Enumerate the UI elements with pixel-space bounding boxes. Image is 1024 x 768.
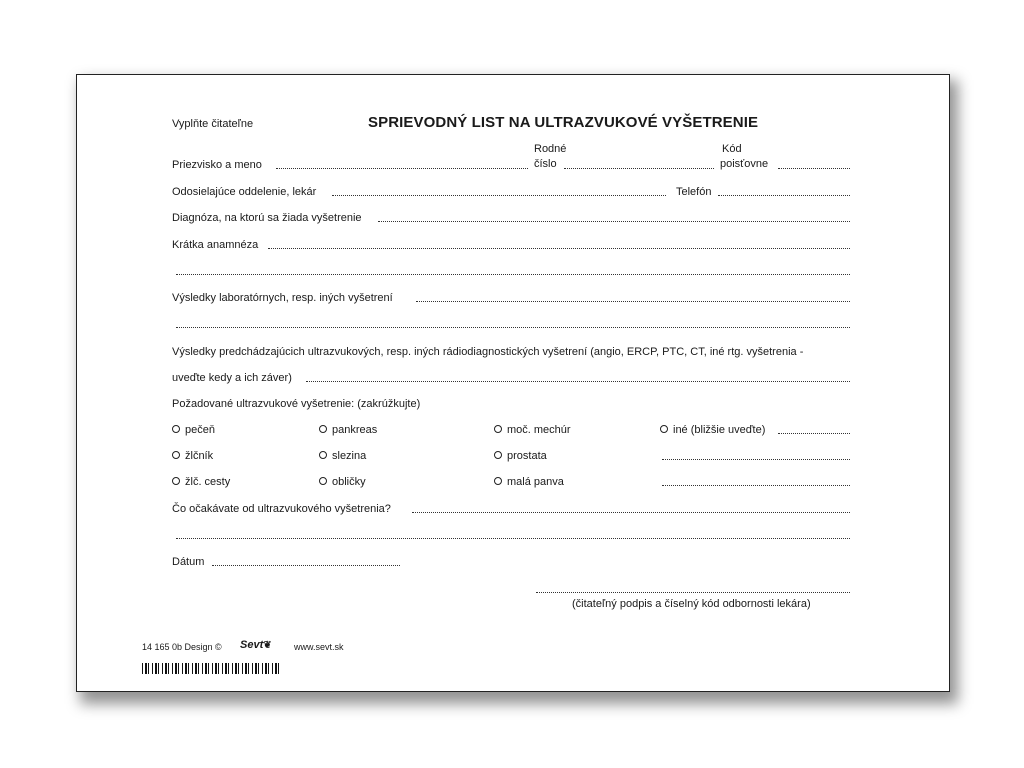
prev-results-label-2: uveďte kedy a ich záver) [172,372,292,384]
option-slezina[interactable]: slezina [319,449,366,463]
circle-icon [172,425,180,433]
name-label: Priezvisko a meno [172,159,262,171]
name-field[interactable] [276,168,528,169]
lab-results-field[interactable] [416,301,850,302]
option-moc-mechur[interactable]: moč. mechúr [494,423,571,437]
option-zlc-cesty[interactable]: žlč. cesty [172,475,230,489]
anamnesis-field-2[interactable] [176,274,850,275]
diagnosis-label: Diagnóza, na ktorú sa žiada vyšetrenie [172,212,362,224]
date-label: Dátum [172,556,205,568]
website: www.sevt.sk [294,642,344,652]
option-ine[interactable]: iné (bližšie uveďte) [660,423,765,437]
rodne-label-top: Rodné [534,143,567,155]
option-mala-panva[interactable]: malá panva [494,475,564,489]
signature-field[interactable] [536,592,850,593]
form-title: SPRIEVODNÝ LIST NA ULTRAZVUKOVÉ VYŠETRENIE [368,114,759,131]
circle-icon [494,477,502,485]
leaf-icon: ❦ [263,640,272,651]
date-field[interactable] [212,565,400,566]
other-field-2[interactable] [662,459,850,460]
insurer-code-field[interactable] [778,168,850,169]
requested-exam-label: Požadované ultrazvukové vyšetrenie: (zakrúžkujte) [172,398,421,410]
barcode [142,663,282,674]
other-field-3[interactable] [662,485,850,486]
option-oblicky[interactable]: obličky [319,475,366,489]
phone-field[interactable] [718,195,850,196]
kod-label-bottom: poisťovne [720,158,769,170]
circle-icon [319,451,327,459]
circle-icon [172,451,180,459]
prev-results-label: Výsledky predchádzajúcich ultrazvukových, resp. iných rádiodiagnostických vyšetrení (angio, ERCP, PTC, CT, iné rtg. vyšetrenia - [172,346,804,358]
option-zlcnik[interactable]: žlčník [172,449,213,463]
lab-results-label: Výsledky laboratórnych, resp. iných vyšetrení [172,292,393,304]
option-pecen[interactable]: pečeň [172,423,215,437]
expectation-field-2[interactable] [176,538,850,539]
circle-icon [319,477,327,485]
expectation-label: Čo očakávate od ultrazvukového vyšetrenia? [172,503,391,515]
circle-icon [172,477,180,485]
fill-instruction: Vyplňte čitateľne [172,118,254,130]
option-prostata[interactable]: prostata [494,449,547,463]
circle-icon [319,425,327,433]
kod-label-top: Kód [722,143,742,155]
rodne-label-bottom: číslo [534,158,557,170]
phone-label: Telefón [676,186,712,198]
sevt-logo: Sevt❦ [240,639,272,651]
anamnesis-label: Krátka anamnéza [172,239,259,251]
circle-icon [660,425,668,433]
anamnesis-field[interactable] [268,248,850,249]
circle-icon [494,425,502,433]
diagnosis-field[interactable] [378,221,850,222]
circle-icon [494,451,502,459]
option-pankreas[interactable]: pankreas [319,423,377,437]
prev-results-field[interactable] [306,381,850,382]
signature-label: (čitateľný podpis a číselný kód odbornosti lekára) [572,598,811,610]
expectation-field[interactable] [412,512,850,513]
birth-number-field[interactable] [564,168,714,169]
department-label: Odosielajúce oddelenie, lekár [172,186,317,198]
lab-results-field-2[interactable] [176,327,850,328]
other-field[interactable] [778,433,850,434]
form-code: 14 165 0b Design © [142,642,222,652]
department-field[interactable] [332,195,666,196]
